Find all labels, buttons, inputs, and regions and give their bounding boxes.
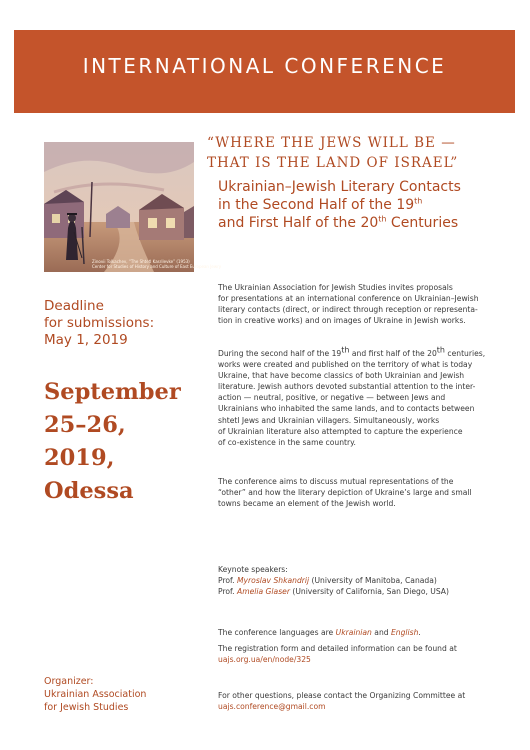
submission-deadline <box>44 298 209 349</box>
deadline-line: Deadline <box>44 298 104 314</box>
paragraph-line: literature. Jewish authors devoted substantial attention to the inter- <box>218 382 476 392</box>
paragraph-line: works were created and published on the territory of what is today <box>218 360 473 370</box>
conference-quote-title <box>207 133 517 173</box>
shtetl-painting-illustration <box>44 142 194 272</box>
paragraph-line: Ukrainians who inhabited the same lands, and to contacts between <box>218 404 475 414</box>
organizer-name: for Jewish Studies <box>44 702 129 713</box>
paragraph-line: shtetl Jews and Ukrainian villagers. Simultaneously, works <box>218 415 440 425</box>
date-line: 2019, <box>44 445 115 471</box>
deadline-date: May 1, 2019 <box>44 332 128 348</box>
paragraph-line: action — neutral, positive, or negative — between Jews and <box>218 393 446 403</box>
painting-image <box>44 142 222 272</box>
banner-title: INTERNATIONAL CONFERENCE <box>82 54 447 78</box>
registration-line: The registration form and detailed information can be found at <box>218 644 457 654</box>
paragraph-line: tion in creative works) and on images of Ukraine in Jewish works. <box>218 316 466 326</box>
paragraph-line: for presentations at an international conference on Ukrainian–Jewish <box>218 294 479 304</box>
languages-registration <box>218 627 518 665</box>
subtitle-line: in the Second Half of the 19th <box>218 196 423 213</box>
context-paragraph <box>218 345 518 448</box>
intro-paragraph <box>218 282 518 326</box>
language-ukrainian: Ukrainian <box>335 628 372 637</box>
aims-paragraph <box>218 476 518 509</box>
paragraph-line: of co-existence in the same country. <box>218 437 356 447</box>
contact-email-link[interactable]: uajs.conference@gmail.com <box>218 702 326 712</box>
conference-subtitle <box>218 178 518 232</box>
paragraph-line: towns became an element of the Jewish world. <box>218 499 396 509</box>
quote-line: “WHERE THE JEWS WILL BE — <box>207 135 456 151</box>
languages-line: The conference languages are Ukrainian and English. <box>218 628 421 637</box>
subtitle-line: Ukrainian–Jewish Literary Contacts <box>218 179 461 195</box>
paragraph-line: of Ukrainian literature also attempted to capture the experience <box>218 426 463 436</box>
speaker-line: Prof. Myroslav Shkandrij (University of Manitoba, Canada) <box>218 576 437 586</box>
paragraph-line: Ukraine, that have become classics of both Ukrainian and Jewish <box>218 371 465 381</box>
paragraph-line: “other” and how the literary depiction of Ukraine’s large and small <box>218 488 472 498</box>
organizer-label: Organizer: <box>44 676 94 687</box>
date-line: 25–26, <box>44 412 126 438</box>
speaker-name: Amelia Glaser <box>237 587 290 597</box>
organizer-name: Ukrainian Association <box>44 689 147 700</box>
paragraph-line: The Ukrainian Association for Jewish Studies invites proposals <box>218 283 453 292</box>
paragraph-line: During the second half of the 19th and first half of the 20th centuries, <box>218 345 486 358</box>
paragraph-line: literary contacts (direct, or indirect through reception or representa- <box>218 305 478 315</box>
speaker-line: Prof. Amelia Glaser (University of California, San Diego, USA) <box>218 587 449 597</box>
conference-dates <box>44 376 214 508</box>
registration-link[interactable]: uajs.org.ua/en/node/325 <box>218 655 311 665</box>
painting-caption <box>92 259 236 269</box>
paragraph-line: The conference aims to discuss mutual representations of the <box>218 477 454 486</box>
quote-line: THAT IS THE LAND OF ISRAEL” <box>207 155 459 171</box>
language-english: English <box>391 628 419 637</box>
keynote-heading: Keynote speakers: <box>218 565 288 574</box>
header-banner <box>14 30 515 113</box>
subtitle-line: and First Half of the 20th Centuries <box>218 214 459 231</box>
caption-line: Center for Studies of History and Culture of East European Jewry <box>92 264 222 269</box>
date-line: September <box>44 379 181 405</box>
contact-info <box>218 690 518 712</box>
keynote-speakers <box>218 564 518 597</box>
deadline-line: for submissions: <box>44 315 155 331</box>
contact-line: For other questions, please contact the Organizing Committee at <box>218 691 466 700</box>
speaker-name: Myroslav Shkandrij <box>237 576 310 586</box>
organizer-block <box>44 675 204 714</box>
conference-location: Odessa <box>44 478 134 504</box>
caption-line: Zinovii Tolkachev, “The Shtetl Kasrilevke” (1953) <box>92 259 190 264</box>
